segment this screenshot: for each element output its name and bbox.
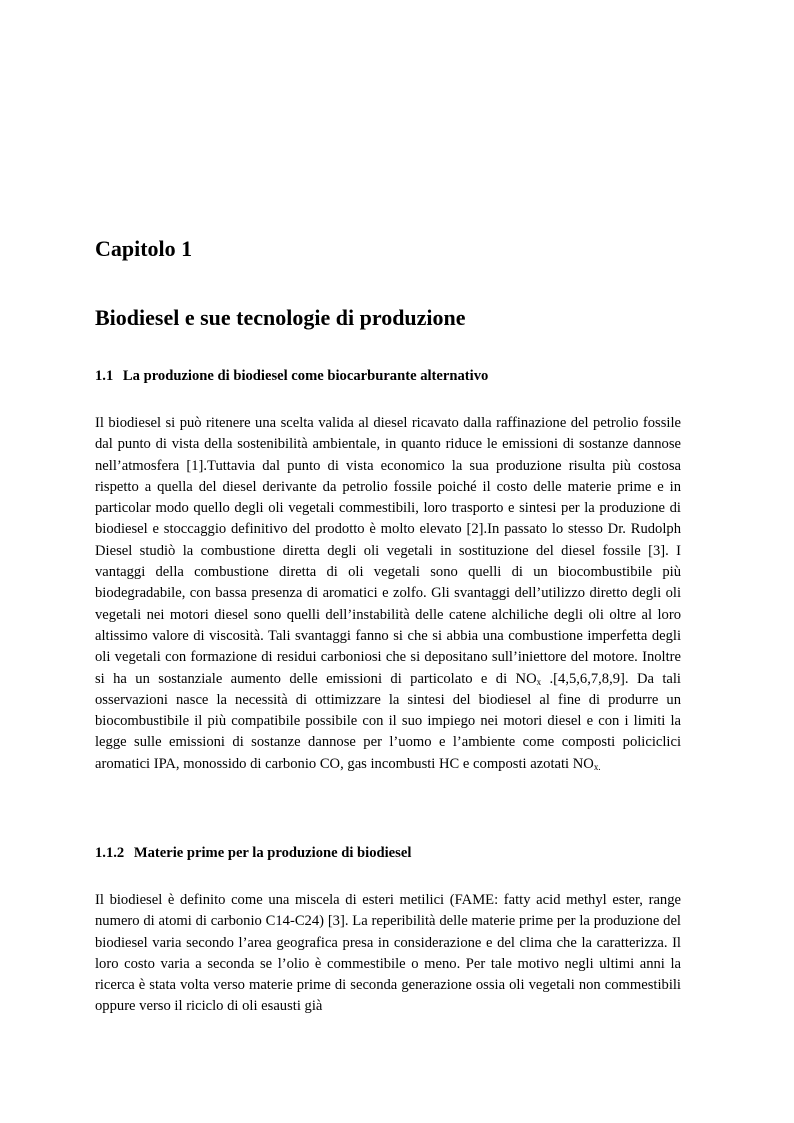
paragraph-text: Il biodiesel è definito come una miscela di esteri metilici (FAME: fatty acid methyl ester, range numero di atomi di carbonio C14-C24) [3]. La reperibilità delle materie prime per la produzione del biodiesel varia secondo l’area geografica presa in considerazione e del clima che la caratterizza. Il loro costo varia a seconda se l’olio è commestibile o meno. Per tale motivo negli ultimi anni la ricerca è stata volta verso materie prime di seconda generazione ossia oli vegetali non commestibili oppure verso il riciclo di oli esausti già	[95, 892, 681, 1015]
chapter-title: Biodiesel e sue tecnologie di produzione	[95, 305, 466, 330]
section-paragraph-1-1	[95, 413, 681, 775]
section-heading-1-1	[95, 368, 488, 385]
section-paragraph-1-1-2	[95, 890, 681, 1018]
section-title: Materie prime per la produzione di biodiesel	[133, 845, 412, 861]
section-number: 1.1.2	[95, 845, 125, 861]
section-number: 1.1	[95, 368, 114, 384]
paragraph-text: .[4,5,6,7,8,9]. Da tali osservazioni nasce la necessità di ottimizzare la sintesi del biodiesel al fine di produrre un biocombustibile il più compatibile possibile con il suo impiego nei motori diesel e con i limiti la legge sulle emissioni di sostanze dannose per l’uomo e l’ambiente come composti policiclici aromatici IPA, monossido di carbonio CO, gas incombusti HC e composti azotati NO	[95, 670, 681, 772]
section-heading-1-1-2	[95, 845, 411, 862]
section-title: La produzione di biodiesel come biocarburante alternativo	[122, 368, 489, 384]
chapter-label: Capitolo 1	[95, 236, 193, 261]
paragraph-text: Il biodiesel si può ritenere una scelta valida al diesel ricavato dalla raffinazione del petrolio fossile dal punto di vista della sostenibilità ambientale, in quanto riduce le emissioni di sostanze dannose nell’atmosfera [1].Tuttavia dal punto di vista economico la sua produzione risulta più costosa rispetto a quella del diesel derivante da petrolio fossile poiché il costo delle materie prime e in particolar modo quello degli oli vegetali commestibili, loro trasporto e sintesi per la produzione di biodiesel e stoccaggio definitivo del prodotto è molto elevato [2].In passato lo stesso Dr. Rudolph Diesel studiò la combustione diretta degli oli vegetali in sostituzione del diesel fossile [3]. I vantaggi della combustione diretta di oli vegetali sono quelli di un biocombustibile più biodegradabile, con bassa presenza di aromatici e zolfo. Gli svantaggi dell’utilizzo diretto degli oli vegetali nei motori diesel sono quelli dell’instabilità delle catene alchiliche degli oli oltre al loro altissimo valore di viscosità. Tali svantaggi fanno si che si abbia una combustione imperfetta degli oli vegetali con formazione di residui carboniosi che si depositano sull’iniettore del motore. Inoltre si ha un sostanziale aumento delle emissioni di particolato e di NO	[95, 415, 681, 687]
subscript-x: x	[536, 676, 542, 687]
subscript-x: x.	[593, 761, 601, 772]
